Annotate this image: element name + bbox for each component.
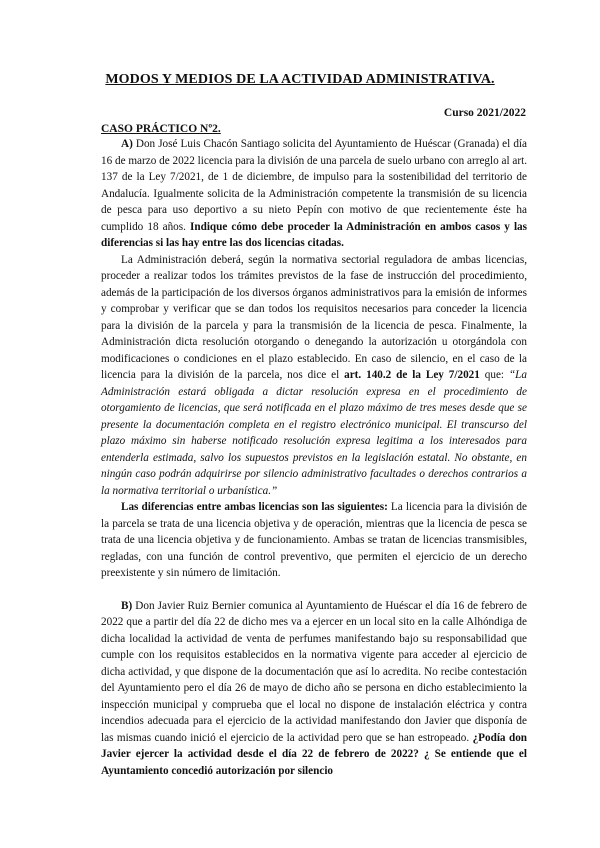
section-a-article-ref: art. 140.2 de la Ley 7/2021 (344, 369, 480, 381)
document-body (101, 136, 527, 779)
section-a-paragraph-3 (101, 499, 527, 582)
section-b-question: ¿Podía don Javier ejercer la actividad desde el día 22 de febrero de 2022? ¿ Se entiende que el Ayuntamiento concedió autorización por silencio (101, 731, 528, 777)
section-b-statement: Don Javier Ruiz Bernier comunica al Ayuntamiento de Huéscar el día 16 de febrero de 2022 que a partir del día 22 de dicho mes va a ejercer en un local sito en la calle Alhóndiga de dicha localidad la actividad de venta de perfumes manifestando bajo su responsabilidad que cumple con los requisitos establecidos en la normativa vigente para acceder al ejercicio de dicha actividad, y que dispone de la documentación que así lo acredita. No recibe contestación del Ayuntamiento pero el día 26 de mayo de dicho año se persona en dicho establecimiento la inspección municipal y comprueba que el local no dispone de instalación eléctrica y contra incendios adecuada para el ejercicio de la actividad manifestando don Javier que disponía de las mismas cuando inició el ejercicio de la actividad pero que se han estropeado. (101, 599, 527, 744)
section-a-que: que: (479, 369, 509, 381)
section-a-paragraph-1 (101, 136, 527, 252)
section-a-label: A) (121, 138, 133, 150)
section-a-legal-quote: “La Administración estará obligada a dictar resolución expresa en el procedimiento de otorgamiento de licencias, que será notificada en el plazo máximo de tres meses desde que se presente la documentación completa en el registro electrónico municipal. El transcurso del plazo máximo sin haberse notificado resolución expresa legitima a los interesados para entenderla estimada, salvo los supuestos previstos en la legislación estatal. No obstante, en ningún caso podrán adquirirse por silencio administrativo facultades o derechos contrarios a la normativa territorial o urbanística.” (101, 369, 527, 497)
section-a-question: Indique cómo debe proceder la Administración en ambos casos y las diferencias si las hay entre las dos licencias citadas. (101, 220, 527, 249)
section-b-label: B) (121, 599, 133, 612)
case-heading: CASO PRÁCTICO Nº2. (101, 123, 221, 135)
document-title: MODOS Y MEDIOS DE LA ACTIVIDAD ADMINISTRATIVA. (105, 72, 495, 87)
section-a-differences-text: La licencia para la división de la parcela se trata de una licencia objetiva y de operación, mientras que la licencia de pesca se trata de una licencia objetiva y de funcionamiento. Ambas se tratan de licencias transmisibles, regladas, con una función de control preventivo, que permiten el ejercicio de un derecho preexistente y sin número de limitación. (101, 501, 527, 579)
paragraph-spacer (101, 582, 527, 598)
section-a-statement: Don José Luis Chacón Santiago solicita del Ayuntamiento de Huéscar (Granada) el día 16 de marzo de 2022 licencia para la división de una parcela de suelo urbano con arreglo al art. 137 de la Ley 7/2021, de 1 de diciembre, de impulso para la sostenibilidad del territorio de Andalucía. Igualmente solicita de la Administración competente la transmisión de su licencia de pesca para uso deportivo a su nieto Pepín con motivo de que recientemente éste ha cumplido 18 años. (101, 138, 527, 233)
section-a-answer: La Administración deberá, según la normativa sectorial reguladora de ambas licencias, proceder a realizar todos los trámites previstos de la fase de instrucción del procedimiento, además de la participación de los diversos órganos administrativos para la emisión de informes y comprobar y verificar que se dan todos los requisitos necesarios para conceder la licencia para la división de la parcela y para la transmisión de la licencia de pesca. Finalmente, la Administración dicta resolución otorgando o denegando la autorización u otorgándola con modificaciones o condiciones en el plazo establecido. En caso de silencio, en el caso de la licencia para la división de la parcela, nos dice el (101, 253, 527, 381)
section-a-differences-lead: Las diferencias entre ambas licencias son las siguientes: (121, 501, 388, 513)
section-b-paragraph-1 (101, 598, 527, 780)
section-a-paragraph-2 (101, 252, 527, 500)
course-year: Curso 2021/2022 (443, 107, 526, 119)
